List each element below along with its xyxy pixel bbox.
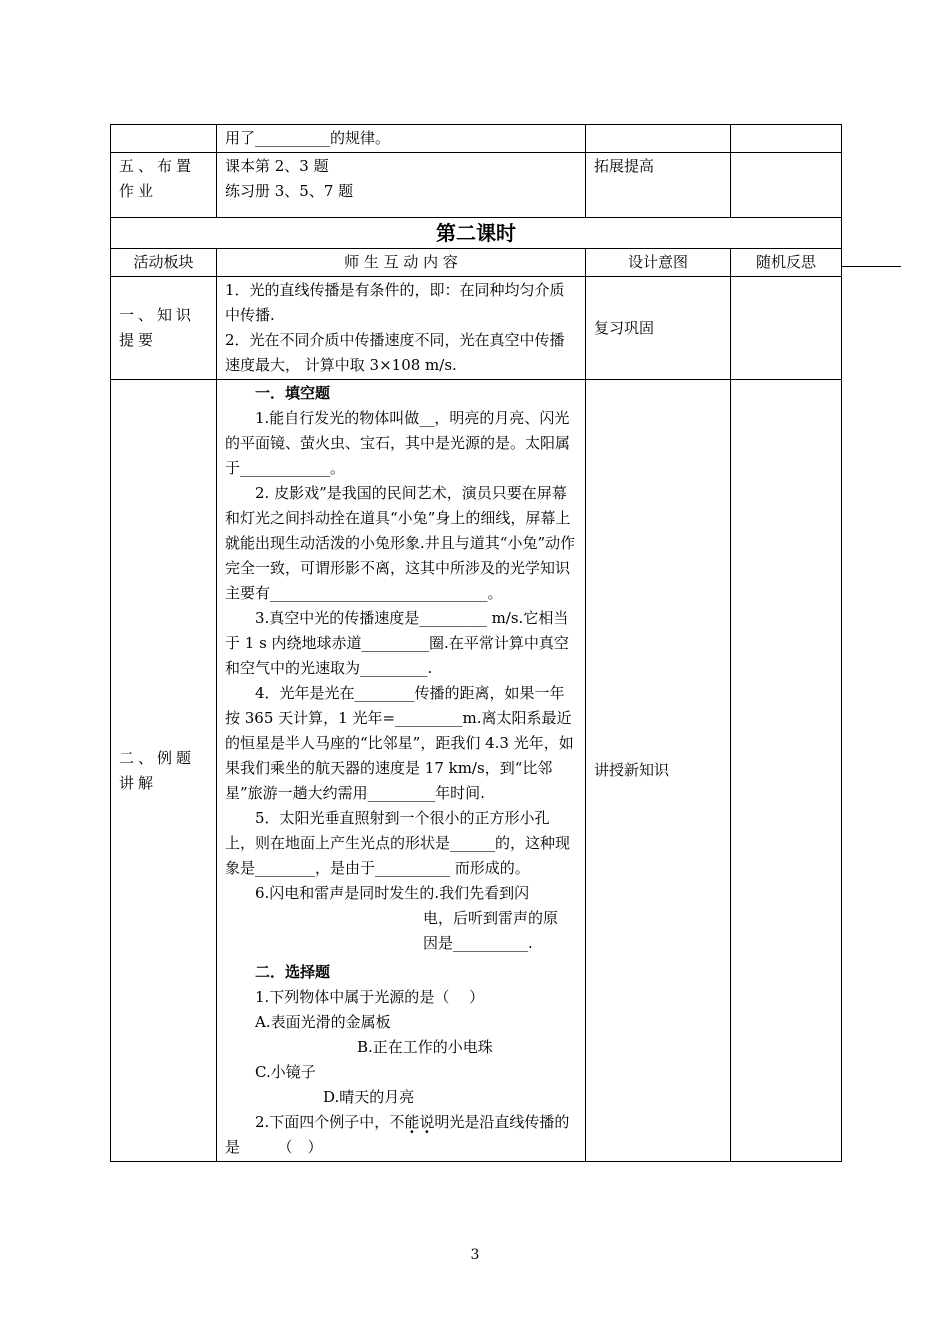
- design-intent: 讲授新知识: [586, 380, 731, 1162]
- stray-rule-line: [841, 266, 901, 267]
- question-6-end: 因是__________.: [423, 934, 533, 952]
- header-design: 设计意图: [586, 249, 731, 277]
- table-row: [111, 125, 842, 153]
- reflection-cell: [731, 277, 842, 380]
- option-b: B.正在工作的小电珠: [357, 1038, 493, 1056]
- table-row: [111, 153, 842, 218]
- table-header-row: [111, 249, 842, 277]
- table-row: [111, 380, 842, 1162]
- choice-question-1: 1.下列物体中属于光源的是（ ）: [255, 988, 485, 1006]
- examples-content: [217, 380, 586, 1162]
- option-d: D.晴天的月亮: [323, 1088, 415, 1106]
- table-row: [111, 218, 842, 249]
- header-activity: 活动板块: [111, 249, 217, 277]
- homework-content: 课本第 2、3 题 练习册 3、5、7 题: [217, 153, 586, 218]
- question-5: 5．太阳光垂直照射到一个很小的正方形小孔上，则在地面上产生光点的形状是______的，这种现象是________，是由于__________ 而形成的。: [225, 809, 571, 877]
- question-3: 3.真空中光的传播速度是_________ m/s.它相当于 1 s 内绕地球赤道_________圈.在平常计算中真空和空气中的光速取为_________.: [225, 609, 569, 677]
- question-6-cont: 电，后听到雷声的原: [423, 909, 559, 927]
- section-label: 五、布置作业: [111, 153, 217, 218]
- reflection-cell: [731, 380, 842, 1162]
- top-row-content: 用了__________的规律。: [217, 125, 586, 153]
- page-number: 3: [470, 1247, 480, 1263]
- design-intent: 拓展提高: [586, 153, 731, 218]
- question-1: 1.能自行发光的物体叫做__，明亮的月亮、闪光的平面镜、萤火虫、宝石，其中是光源的是。太阳属于____________。: [225, 409, 571, 477]
- lesson-title: 第二课时: [111, 218, 842, 249]
- header-reflection: 随机反思: [731, 249, 842, 277]
- choice-heading: 二．选择题: [255, 963, 331, 981]
- question-6: 6.闪电和雷声是同时发生的.我们先看到闪: [255, 884, 530, 902]
- section-label: 一、知识提要: [111, 277, 217, 380]
- design-intent: 复习巩固: [586, 277, 731, 380]
- lesson-plan-table: [110, 124, 842, 1162]
- reflection-cell: [731, 153, 842, 218]
- section-label: 二、例题讲解: [111, 380, 217, 1162]
- emphasis-dot-text: 能: [404, 1113, 420, 1131]
- question-2: 2. 皮影戏”是我国的民间艺术，演员只要在屏幕和灯光之间抖动拴在道具“小兔”身上的细线，屏幕上就能出现生动活泼的小兔形象.井且与道其“小兔”动作完全一致，可谓形影不离，这其中所涉及的光学知识主要有_____________________________。: [225, 484, 576, 602]
- question-4: 4．光年是光在________传播的距离，如果一年按 365 天计算，1 光年=_________m.离太阳系最近的恒星是半人马座的“比邻星”，距我们 4.3 光年，如果我们乘坐的航天器的速度是 17 km/s，到“比邻星”旅游一趟大约需用_________年时间.: [225, 684, 574, 802]
- choice-question-2: 2.下面四个例子中，不能说明光是沿直线传播的是 （ ）: [225, 1113, 570, 1156]
- table-row: [111, 277, 842, 380]
- option-c: C.小镜子: [255, 1063, 316, 1081]
- review-content: 1．光的直线传播是有条件的，即：在同种均匀介质中传播. 2．光在不同介质中传播速度不同，光在真空中传播速度最大， 计算中取 3×108 m/s.: [217, 277, 586, 380]
- fill-blank-heading: 一．填空题: [255, 384, 331, 402]
- header-content: 师 生 互 动 内 容: [217, 249, 586, 277]
- option-a: A.表面光滑的金属板: [255, 1013, 391, 1031]
- emphasis-dot-text: 不: [389, 1113, 405, 1131]
